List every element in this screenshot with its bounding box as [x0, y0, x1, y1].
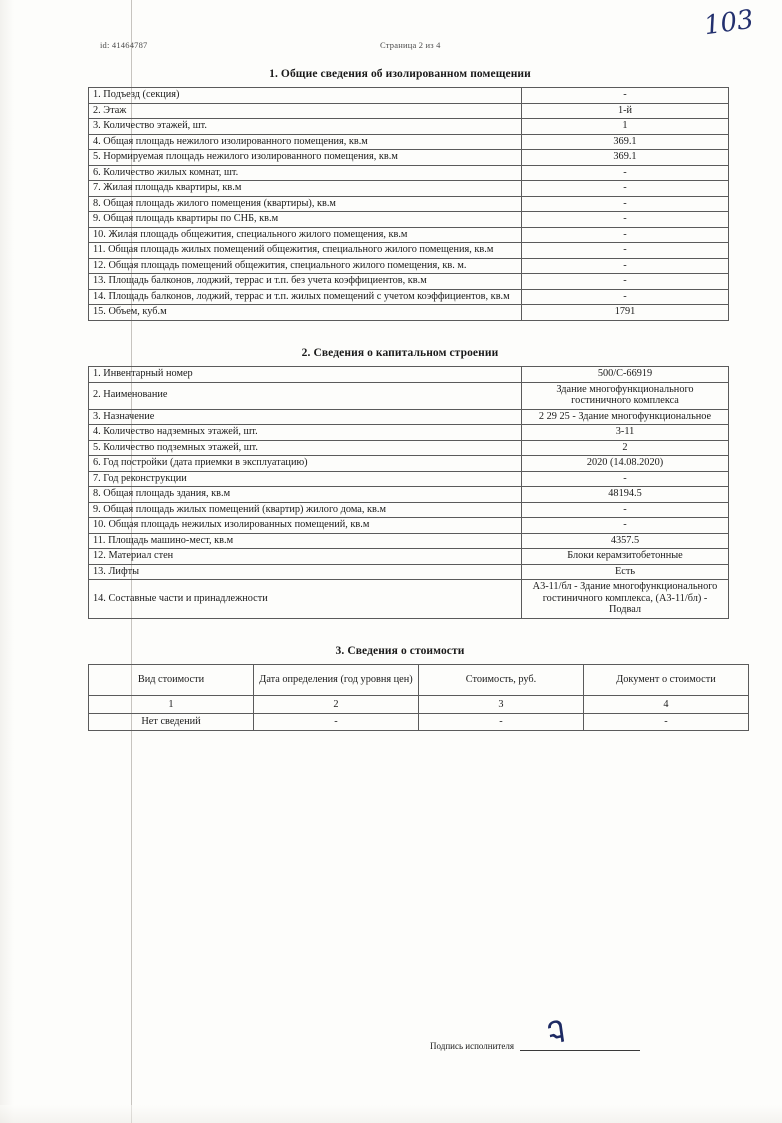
row-label: 15. Объем, куб.м — [89, 305, 522, 321]
table-column-numbers-row — [89, 696, 749, 714]
signature-label: Подпись исполнителя — [430, 1040, 514, 1051]
row-label: 8. Общая площадь жилого помещения (квартиры), кв.м — [89, 196, 522, 212]
column-number: 4 — [584, 696, 749, 714]
row-value: 369.1 — [522, 150, 729, 166]
row-value: 48194.5 — [522, 487, 729, 503]
row-value: Есть — [522, 564, 729, 580]
column-header-date: Дата определения (год уровня цен) — [254, 665, 419, 696]
table-row — [89, 564, 729, 580]
row-label: 2. Этаж — [89, 103, 522, 119]
row-label: 12. Общая площадь помещений общежития, специального жилого помещения, кв. м. — [89, 258, 522, 274]
cell-date: - — [254, 714, 419, 731]
row-value: 2020 (14.08.2020) — [522, 456, 729, 472]
table-row — [89, 165, 729, 181]
row-value: - — [522, 243, 729, 259]
column-header-kind: Вид стоимости — [89, 665, 254, 696]
column-number: 2 — [254, 696, 419, 714]
row-value: 4357.5 — [522, 533, 729, 549]
row-value: - — [522, 88, 729, 104]
table-row — [89, 409, 729, 425]
row-label: 6. Год постройки (дата приемки в эксплуатацию) — [89, 456, 522, 472]
table-row — [89, 243, 729, 259]
row-value: - — [522, 196, 729, 212]
row-label: 13. Площадь балконов, лоджий, террас и т.п. без учета коэффициентов, кв.м — [89, 274, 522, 290]
row-value: - — [522, 165, 729, 181]
row-value: - — [522, 227, 729, 243]
row-label: 7. Жилая площадь квартиры, кв.м — [89, 181, 522, 197]
row-label: 9. Общая площадь квартиры по СНБ, кв.м — [89, 212, 522, 228]
row-value: А3-11/бл - Здание многофункционального гостиничного комплекса, (А3-11/бл) - Подвал — [522, 580, 729, 619]
row-value: - — [522, 181, 729, 197]
table-row — [89, 88, 729, 104]
signature-block — [430, 1014, 730, 1053]
row-value: 500/С-66919 — [522, 366, 729, 382]
row-value: 3-11 — [522, 425, 729, 441]
table-row — [89, 533, 729, 549]
table-row — [89, 181, 729, 197]
cost-table-body — [89, 714, 749, 731]
section-1-table — [88, 87, 729, 321]
row-label: 10. Общая площадь нежилых изолированных помещений, кв.м — [89, 518, 522, 534]
row-value: - — [522, 289, 729, 305]
row-label: 2. Наименование — [89, 382, 522, 409]
table-row — [89, 487, 729, 503]
row-label: 1. Инвентарный номер — [89, 366, 522, 382]
row-label: 4. Общая площадь нежилого изолированного помещения, кв.м — [89, 134, 522, 150]
scan-edge-artifact — [0, 0, 14, 1123]
row-label: 6. Количество жилых комнат, шт. — [89, 165, 522, 181]
row-value: 369.1 — [522, 134, 729, 150]
row-label: 8. Общая площадь здания, кв.м — [89, 487, 522, 503]
row-label: 9. Общая площадь жилых помещений (квартир) жилого дома, кв.м — [89, 502, 522, 518]
section-spacer — [88, 321, 712, 347]
row-value: 1791 — [522, 305, 729, 321]
row-value: Здание многофункционального гостиничного комплекса — [522, 382, 729, 409]
table-row — [89, 305, 729, 321]
section-spacer — [88, 619, 712, 645]
table-row — [89, 471, 729, 487]
row-label: 4. Количество надземных этажей, шт. — [89, 425, 522, 441]
table-header-row — [89, 665, 749, 696]
row-label: 5. Количество подземных этажей, шт. — [89, 440, 522, 456]
section-1-body — [89, 88, 729, 321]
table-row — [89, 289, 729, 305]
table-row — [89, 119, 729, 135]
table-row — [89, 134, 729, 150]
row-value: 1-й — [522, 103, 729, 119]
section-2-title: 2. Сведения о капитальном строении — [301, 346, 499, 359]
row-value: - — [522, 502, 729, 518]
column-number: 1 — [89, 696, 254, 714]
handwritten-signature: Ꮈ — [545, 1014, 567, 1053]
row-label: 11. Общая площадь жилых помещений общежития, специального жилого помещения, кв.м — [89, 243, 522, 259]
column-number: 3 — [419, 696, 584, 714]
cell-kind: Нет сведений — [89, 714, 254, 731]
table-row — [89, 227, 729, 243]
row-value: - — [522, 471, 729, 487]
table-row — [89, 212, 729, 228]
scan-bottom-artifact — [0, 1105, 782, 1123]
row-value: - — [522, 258, 729, 274]
row-label: 13. Лифты — [89, 564, 522, 580]
section-1-title: 1. Общие сведения об изолированном помещении — [269, 68, 531, 80]
table-row — [89, 518, 729, 534]
section-2-body — [89, 366, 729, 618]
cell-document: - — [584, 714, 749, 731]
table-row — [89, 366, 729, 382]
table-row — [89, 196, 729, 212]
table-row — [89, 456, 729, 472]
document-id: id: 41464787 — [100, 40, 148, 50]
row-label: 12. Материал стен — [89, 549, 522, 565]
table-row — [89, 502, 729, 518]
table-row — [89, 440, 729, 456]
cost-table-head — [89, 665, 749, 714]
row-label: 10. Жилая площадь общежития, специального жилого помещения, кв.м — [89, 227, 522, 243]
row-value: - — [522, 212, 729, 228]
row-label: 3. Назначение — [89, 409, 522, 425]
row-label: 11. Площадь машино-мест, кв.м — [89, 533, 522, 549]
row-value: 2 — [522, 440, 729, 456]
column-header-document: Документ о стоимости — [584, 665, 749, 696]
page-indicator: Страница 2 из 4 — [380, 40, 441, 50]
table-row — [89, 258, 729, 274]
table-row — [89, 103, 729, 119]
table-row — [89, 150, 729, 166]
row-value: Блоки керамзитобетонные — [522, 549, 729, 565]
row-label: 1. Подъезд (секция) — [89, 88, 522, 104]
row-value: - — [522, 274, 729, 290]
row-value: - — [522, 518, 729, 534]
table-row — [89, 274, 729, 290]
row-label: 3. Количество этажей, шт. — [89, 119, 522, 135]
section-3-table — [88, 664, 749, 731]
document-header — [0, 40, 782, 54]
row-label: 7. Год реконструкции — [89, 471, 522, 487]
column-header-cost: Стоимость, руб. — [419, 665, 584, 696]
handwritten-page-number: 103 — [702, 4, 756, 42]
row-value: 2 29 25 - Здание многофункциональное — [522, 409, 729, 425]
table-row — [89, 549, 729, 565]
row-label: 14. Площадь балконов, лоджий, террас и т.п. жилых помещений с учетом коэффициентов, кв.м — [89, 289, 522, 305]
table-row — [89, 580, 729, 619]
table-row — [89, 382, 729, 409]
document-content — [88, 68, 718, 731]
signature-line — [520, 1040, 640, 1051]
table-row — [89, 425, 729, 441]
section-3-title: 3. Сведения о стоимости — [335, 645, 465, 657]
row-label: 14. Составные части и принадлежности — [89, 580, 522, 619]
table-row — [89, 714, 749, 731]
cell-cost: - — [419, 714, 584, 731]
section-2-table — [88, 366, 729, 619]
row-label: 5. Нормируемая площадь нежилого изолированного помещения, кв.м — [89, 150, 522, 166]
row-value: 1 — [522, 119, 729, 135]
